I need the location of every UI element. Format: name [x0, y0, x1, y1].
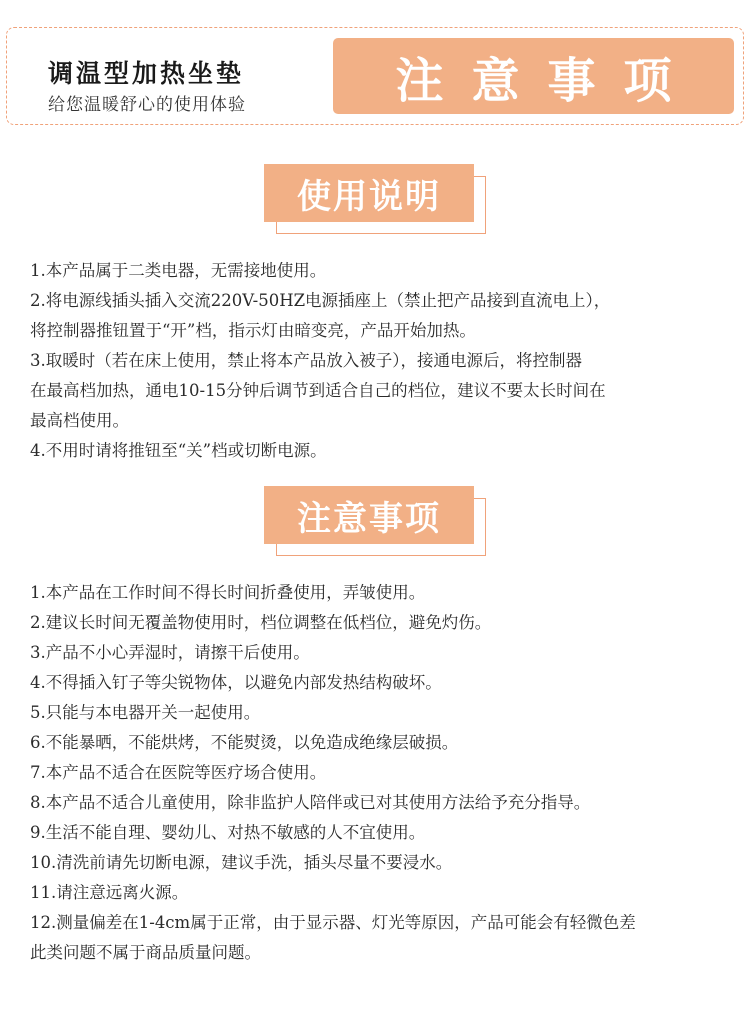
- list-item: 8.本产品不适合儿童使用，除非监护人陪伴或已对其使用方法给予充分指导。: [30, 793, 591, 812]
- instructions-heading: [264, 164, 474, 222]
- header-banner: 注意事项: [333, 38, 734, 114]
- list-item: 在最高档加热，通电10-15分钟后调节到适合自己的档位，建议不要太长时间在: [30, 381, 606, 400]
- list-item: 1.本产品属于二类电器，无需接地使用。: [30, 261, 327, 280]
- list-item: 12.测量偏差在1-4cm属于正常，由于显示器、灯光等原因，产品可能会有轻微色差: [30, 913, 636, 932]
- product-subtitle: 给您温暖舒心的使用体验: [48, 95, 246, 115]
- list-item: 5.只能与本电器开关一起使用。: [30, 703, 261, 722]
- list-item: 6.不能暴晒，不能烘烤，不能熨烫，以免造成绝缘层破损。: [30, 733, 459, 752]
- list-item: 10.清洗前请先切断电源，建议手洗，插头尽量不要浸水。: [30, 853, 453, 872]
- list-item: 2.建议长时间无覆盖物使用时，档位调整在低档位，避免灼伤。: [30, 613, 492, 632]
- list-item: 此类问题不属于商品质量问题。: [30, 943, 261, 962]
- list-item: 4.不得插入钉子等尖锐物体，以避免内部发热结构破坏。: [30, 673, 442, 692]
- list-item: 将控制器推钮置于“开”档，指示灯由暗变亮，产品开始加热。: [30, 321, 476, 340]
- list-item: 2.将电源线插头插入交流220V-50HZ电源插座上（禁止把产品接到直流电上），: [30, 291, 611, 310]
- notices-heading-label: 注意事项: [264, 486, 474, 544]
- notices-heading: [264, 486, 474, 544]
- notices-list: [30, 578, 636, 968]
- list-item: 3.产品不小心弄湿时，请擦干后使用。: [30, 643, 310, 662]
- instructions-heading-label: 使用说明: [264, 164, 474, 222]
- list-item: 11.请注意远离火源。: [30, 883, 189, 902]
- list-item: 9.生活不能自理、婴幼儿、对热不敏感的人不宜使用。: [30, 823, 426, 842]
- list-item: 3.取暖时（若在床上使用，禁止将本产品放入被子），接通电源后，将控制器: [30, 351, 582, 370]
- instructions-list: [30, 256, 610, 466]
- product-title: 调温型加热坐垫: [48, 59, 245, 88]
- list-item: 4.不用时请将推钮至“关”档或切断电源。: [30, 441, 327, 460]
- list-item: 1.本产品在工作时间不得长时间折叠使用，弄皱使用。: [30, 583, 426, 602]
- list-item: 7.本产品不适合在医院等医疗场合使用。: [30, 763, 327, 782]
- list-item: 最高档使用。: [30, 411, 129, 430]
